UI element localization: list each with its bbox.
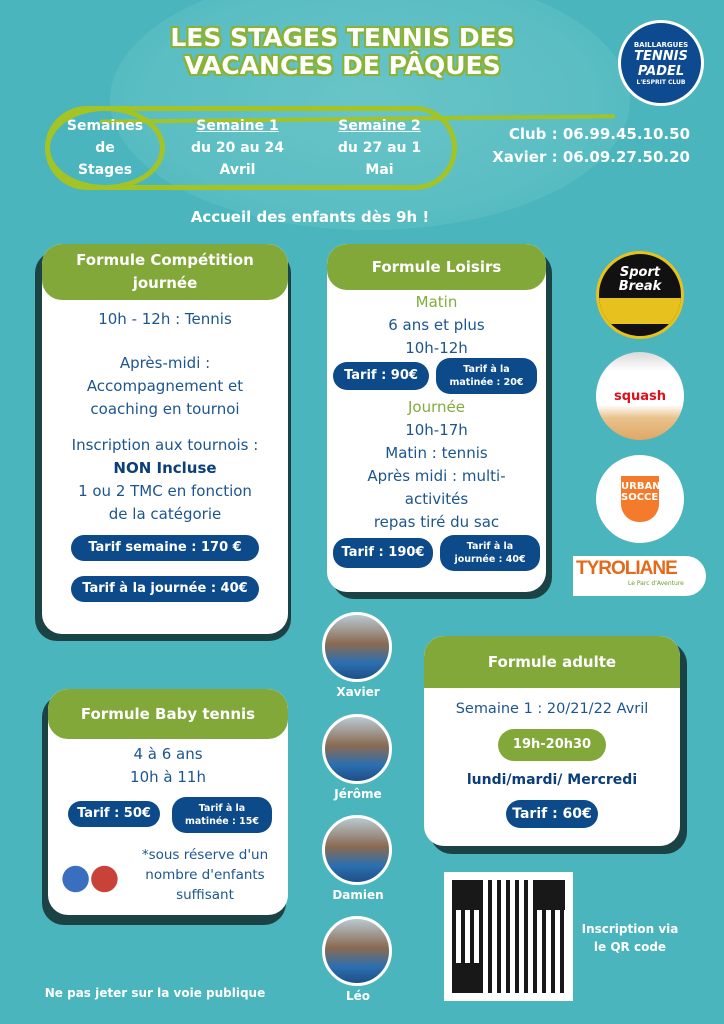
competition-text: Inscription aux tournois :: [71, 436, 259, 454]
baby-text: 10h à 11h: [130, 768, 206, 786]
week-2: Semaine 2 du 27 au 1 Mai: [337, 118, 422, 178]
loisirs-text: Après midi : multi-: [367, 467, 506, 485]
competition-text: de la catégorie: [108, 505, 222, 523]
footer-text: Ne pas jeter sur la voie publique: [44, 986, 266, 1000]
avatar: [322, 714, 392, 784]
adult-days: lundi/mardi/ Mercredi: [466, 772, 638, 788]
avatar: [322, 815, 392, 885]
competition-text: Après-midi :: [119, 354, 211, 372]
competition-text: 10h - 12h : Tennis: [98, 310, 232, 328]
coach-leo: Léo: [318, 916, 398, 1003]
price-badge: Tarif : 90€: [333, 362, 429, 390]
price-day-badge: Tarif à la journée : 40€: [440, 535, 540, 571]
adult-time-badge: 19h-20h30: [498, 729, 606, 761]
loisirs-text: 10h-17h: [405, 421, 468, 439]
avatar: [322, 916, 392, 986]
week-1: Semaine 1 du 20 au 24 Avril: [191, 118, 284, 178]
loisirs-card: [327, 244, 546, 592]
club-logo: BAILLARGUES TENNIS PADEL L'ESPRIT CLUB: [618, 20, 704, 106]
tyroliane-logo: TYROLIANE Le Parc d'Aventure: [573, 556, 706, 596]
urban-soccer-logo: URBAN SOCCER: [596, 455, 684, 543]
baby-card: [48, 689, 288, 915]
sport-break-logo: Sport Break: [596, 251, 684, 339]
squash-logo: squash: [596, 352, 684, 440]
loisirs-text: Matin : tennis: [385, 444, 488, 462]
baby-note: *sous réserve d'un nombre d'enfants suffisant: [141, 847, 269, 903]
competition-text: 1 ou 2 TMC en fonction: [78, 482, 252, 500]
baby-text: 4 à 6 ans: [133, 745, 203, 763]
welcome-text: Accueil des enfants dès 9h !: [190, 208, 430, 226]
coach-jerome: Jérôme: [318, 714, 398, 801]
baby-title: Formule Baby tennis: [48, 689, 288, 739]
adult-dates: Semaine 1 : 20/21/22 Avril: [455, 701, 649, 717]
price-morning-badge: Tarif à la matinée : 20€: [436, 358, 537, 394]
competition-title: Formule Compétition journée: [42, 244, 288, 300]
loisirs-heading: Journée: [408, 398, 465, 416]
coach-damien: Damien: [318, 815, 398, 902]
bear-icon: [596, 298, 684, 324]
price-morning-badge: Tarif à la matinée : 15€: [172, 797, 272, 833]
competition-text: Accompagnement et: [86, 377, 244, 395]
weeks-label: Semaines de Stages: [66, 118, 144, 178]
loisirs-title: Formule Loisirs: [327, 244, 546, 290]
loisirs-text: 6 ans et plus: [388, 316, 485, 334]
competition-card: [42, 244, 288, 634]
adult-card: [424, 636, 680, 846]
loisirs-heading: Matin: [415, 293, 458, 311]
paw-patrol-illustration: [54, 849, 126, 909]
competition-text: coaching en tournoi: [90, 400, 240, 418]
loisirs-text: 10h-12h: [405, 339, 468, 357]
price-badge: Tarif : 190€: [333, 538, 433, 568]
competition-text: NON Incluse: [113, 459, 217, 477]
adult-title: Formule adulte: [424, 636, 680, 688]
price-week-badge: Tarif semaine : 170 €: [71, 535, 259, 561]
avatar: [322, 612, 392, 682]
adult-price-badge: Tarif : 60€: [506, 800, 598, 828]
price-day-badge: Tarif à la journée : 40€: [71, 576, 259, 602]
qr-code[interactable]: [444, 872, 573, 1001]
contact-phones: Club : 06.99.45.10.50 Xavier : 06.09.27.50.20: [492, 125, 690, 166]
loisirs-text: activités: [404, 490, 469, 508]
price-badge: Tarif : 50€: [68, 801, 160, 827]
page-title: LES STAGES TENNIS DES VACANCES DE PÂQUES: [170, 23, 515, 80]
inscription-text: Inscription via le QR code: [581, 922, 679, 954]
loisirs-text: repas tiré du sac: [373, 513, 500, 531]
coach-xavier: Xavier: [318, 612, 398, 699]
